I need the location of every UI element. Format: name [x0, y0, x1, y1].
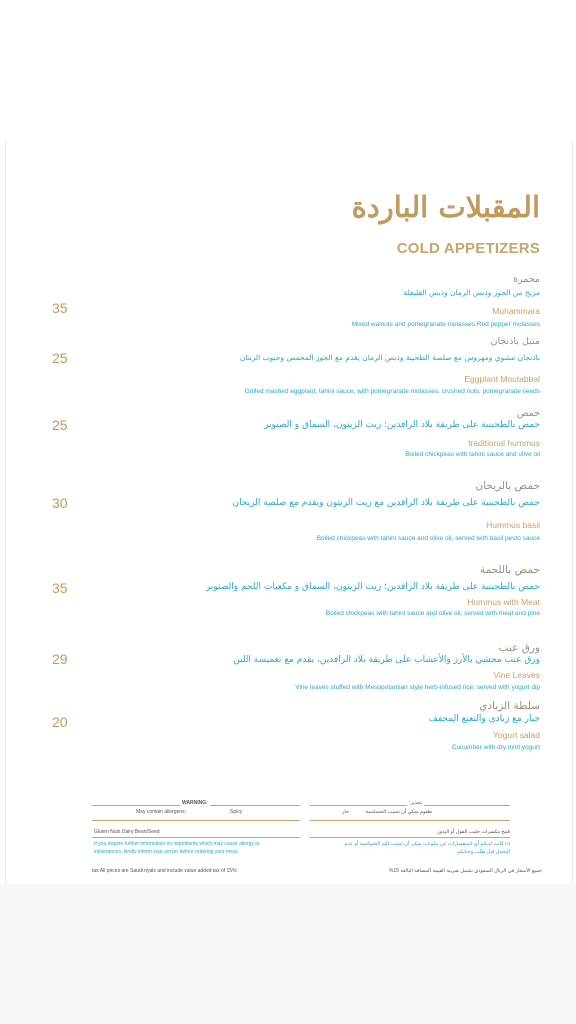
item-desc-english: Boiled chickpeas with tahini sauce and olive oil	[405, 451, 540, 458]
tax-note-english: tax All prices are Saudi riyals and include value added tax of 15%	[92, 868, 237, 874]
item-name-english: Muhammara	[492, 306, 540, 316]
item-name-arabic: سلطة الزبادي	[479, 700, 540, 712]
item-desc-arabic: حمص بالطحينية على طريقة بلاد الرافدين؛ زيت الزيتون، السماق و الصنوبر	[264, 420, 540, 430]
item-name-english: Hummus basil	[486, 520, 540, 530]
warning-label-arabic: تحذير:	[409, 800, 422, 806]
item-price: 30	[52, 495, 68, 511]
item-name-english: Yogurt salad	[493, 730, 540, 740]
item-price: 35	[52, 300, 68, 316]
item-name-english: Vine Leaves	[493, 670, 540, 680]
item-desc-arabic: باذنجان مشوي ومهروس مع صلصة الطحينة ودبس الرمان يقدم مع الجوز المحمص وحبوب الرمان	[239, 353, 540, 362]
may-contain-arabic: طعوم يمكن أن تسبب الحساسية:	[364, 809, 432, 815]
divider	[310, 837, 510, 838]
item-desc-arabic: خيار مع زبادي والنعنع المجفف	[428, 714, 540, 724]
item-price: 25	[52, 417, 68, 433]
allergen-list-english: Gluten Nuts Dairy Bean/Seed	[94, 829, 160, 835]
allergy-info-arabic: إذا كانت لديكم أي استفسارات عن مكونات يمكن أن تسبب لكم الحساسية أو عدم	[344, 841, 510, 847]
allergy-info-english: If you require further information on ingredients which may cause allergy or	[94, 841, 260, 847]
item-name-arabic: محمرة	[513, 274, 540, 285]
item-name-arabic: حمص بالريحان	[475, 480, 540, 492]
item-desc-english: Boiled chickpeas with tahini sauce and olive oil, served with basil pesto sauce	[316, 535, 540, 542]
allergy-info-arabic: التحمل قبل طلب وجباتكم	[457, 849, 510, 855]
item-name-english: Eggplant Moutabbal	[464, 374, 540, 384]
divider	[92, 820, 300, 821]
spicy-label-english: Spicy	[230, 809, 243, 815]
may-contain-english: May contain allergens:	[136, 809, 187, 815]
item-desc-english: Boiled chickpeas with tahini sauce and olive oil, served with meat and pine	[325, 610, 540, 617]
allergy-info-english: intolerances, kindly inform your server before ordering your meal.	[94, 849, 239, 855]
item-desc-arabic: ورق عنب محشي بالأرز والأعشاب على طريقة بلاد الرافدين، يقدم مع تغميسة اللبن	[233, 655, 540, 665]
item-price: 25	[52, 350, 68, 366]
item-desc-english: Vine leaves stuffed with Mesopotamian style herb-infused rice; served with yogurt dip	[295, 684, 540, 691]
warning-label-english: WARNING:	[182, 800, 208, 806]
divider	[92, 837, 300, 838]
menu-title-arabic: المقبلات الباردة	[351, 190, 540, 224]
menu-page	[5, 140, 573, 884]
bottom-blank-area	[0, 884, 576, 1024]
item-name-arabic: متبل باذنجان	[490, 336, 540, 347]
item-desc-english: Mixed walnuts and pomegranate molasses Red pepper molasses	[351, 321, 540, 328]
item-name-english: Hummus with Meat	[467, 597, 540, 607]
spicy-label-arabic: حار	[342, 809, 350, 815]
item-price: 20	[52, 714, 68, 730]
item-name-arabic: ورق عنب	[498, 642, 540, 654]
menu-title-english: COLD APPETIZERS	[396, 240, 540, 257]
top-blank-area	[0, 0, 576, 140]
item-name-arabic: حمص	[516, 408, 540, 419]
item-name-english: traditional hummus	[468, 438, 540, 448]
item-desc-english: Cucumber with dry mint yogurt	[451, 744, 540, 751]
tax-note-arabic: جميع الأسعار في الريال السعودي تشمل ضريبة القيمة المضافة البالغة 15%	[388, 868, 542, 874]
item-price: 35	[52, 580, 68, 596]
item-desc-arabic: حمص بالطحينية على طريقة بلاد الرافدين؛ زيت الزيتون، السماق و مكعبات اللحم والصنوبر	[205, 582, 540, 592]
item-name-arabic: حمص باللحمة	[479, 564, 540, 576]
item-desc-arabic: حمص بالطحينية على طريقة بلاد الرافدين مع زيت الزيتون ويقدم مع صلصة الريحان	[232, 498, 540, 508]
item-desc-arabic: مزيج من الجوز ودبس الرمان ودبس الفليفلة	[403, 288, 540, 297]
item-desc-english: Grilled mashed eggplant, tahini sauce, with pomegranate molasses, crushed nuts, pomegranate seeds	[244, 388, 540, 395]
allergen-list-arabic: قمح مكسرات حليب الفول أو البذور	[437, 829, 510, 835]
item-price: 29	[52, 651, 68, 667]
divider	[310, 820, 510, 821]
